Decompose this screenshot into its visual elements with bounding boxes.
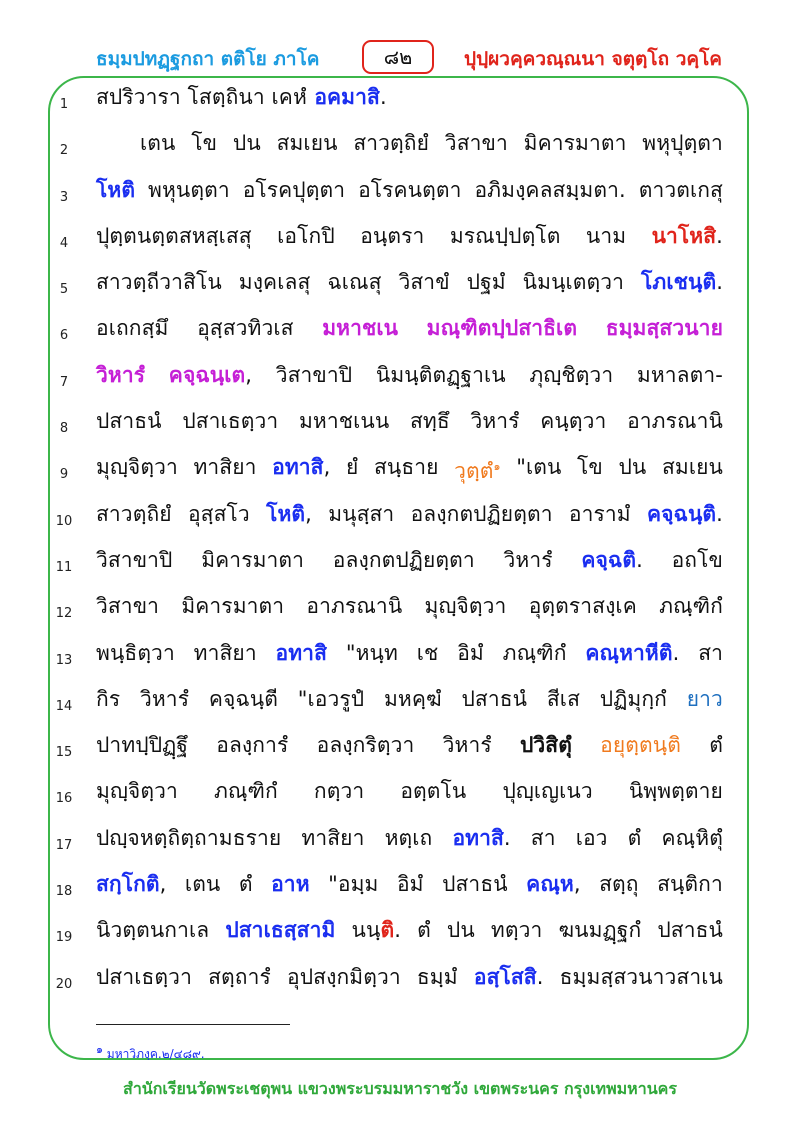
word: วิสาขาปิ [96, 547, 173, 572]
word: มงฺคเลสุ [238, 270, 311, 295]
word: คจฺฉติ. [581, 547, 643, 572]
text-line [0, 822, 800, 868]
word: ปน [618, 455, 647, 480]
word: ปฐมํ [466, 270, 506, 295]
word: อโรคนตฺตา [358, 177, 462, 202]
footnote-ref: ๑ [493, 460, 501, 474]
word: เช [416, 640, 439, 665]
word: นาโหสิ. [651, 223, 723, 248]
line-text [96, 361, 723, 389]
word: อตฺตโน [400, 779, 467, 804]
word: มหคฺฆํ [383, 686, 442, 711]
word: ปสาเธตฺวา [182, 409, 279, 434]
line-text [96, 824, 723, 852]
word: คณฺหิตุํ [661, 825, 723, 850]
word: อทาสิ. [452, 825, 511, 850]
word: อลงฺกตปฏิยตฺตา [332, 547, 475, 572]
word: คนฺตฺวา [540, 409, 607, 434]
line-number: 12 [55, 606, 73, 622]
word: อลงฺการํ [216, 733, 289, 758]
word: อภิมงฺคลสมฺมตา. [474, 177, 626, 202]
word: ตํ [238, 872, 253, 897]
word: "เตน [516, 455, 562, 480]
word: นิมนฺเตตฺวา [522, 270, 625, 295]
word: วิหารํ [470, 409, 520, 434]
word: ปสาธนํ [442, 872, 508, 897]
word: มิคารมาตา [201, 547, 305, 572]
word: อถโข [671, 547, 723, 572]
line-text [96, 500, 723, 528]
word: สา [530, 825, 556, 850]
word: มุญฺจิตฺวา [96, 779, 178, 804]
word: อุตฺตราสงฺเค [528, 594, 637, 619]
word: สกฺโกติ, [96, 872, 167, 897]
word: โภเชนฺติ. [641, 270, 723, 295]
line-text [96, 916, 723, 944]
word: วิหารํ [503, 547, 553, 572]
word: อาภรณานิ [627, 409, 723, 434]
word: ปสาเธสฺสามิ [225, 918, 336, 943]
word: ตาวตเกสุ [638, 177, 723, 202]
line-text [96, 83, 723, 111]
word: หตฺเถ [384, 825, 433, 850]
word: มุญฺจิตฺวา [424, 594, 507, 619]
word: สา [698, 640, 723, 665]
word: ตํ [417, 918, 431, 943]
word: มหาลตา- [636, 362, 723, 387]
word: กตฺวา [313, 779, 365, 804]
word: นนฺติ. [351, 918, 401, 943]
line-text [96, 639, 723, 667]
line-number: 9 [59, 467, 69, 483]
text-line [0, 914, 800, 960]
line-text [96, 777, 723, 805]
word: ปญฺจหตฺถิตฺถามธราย [96, 825, 282, 850]
word: ปุตฺตนตฺตสหสฺเสสุ [96, 223, 252, 248]
footnote-mark: ๑ [96, 1043, 103, 1056]
line-text [96, 176, 723, 204]
word: อุสฺสวทิวเส [197, 316, 294, 341]
word: อารามํ [568, 501, 631, 526]
word: "หนฺท [345, 640, 398, 665]
text-line [0, 451, 800, 497]
line-text [96, 407, 723, 435]
line-number: 20 [55, 976, 73, 992]
line-number: 7 [59, 374, 69, 390]
line-number: 8 [59, 421, 69, 437]
line-text [140, 129, 723, 157]
word: อสฺโสสิ. [473, 964, 544, 989]
word: วุตฺตํ$^๑$ [454, 459, 501, 484]
word: พหุนตฺตา [148, 177, 230, 202]
header-chapter-title: ปุปฺผวคฺควณฺณนา จตุตฺโถ วคฺโค [464, 48, 722, 70]
text-line [0, 220, 800, 266]
word: "อมฺม [328, 872, 379, 897]
line-text [96, 453, 723, 485]
text-line [0, 637, 800, 683]
word: ฉเณสุ [327, 270, 382, 295]
text-line [0, 683, 800, 729]
word: สาวตฺถิยํ [353, 131, 430, 156]
word: ทตฺวา [490, 918, 543, 943]
word: ปน [446, 918, 475, 943]
page-number-badge: ๘๒ [362, 40, 434, 74]
word: เตน [140, 131, 176, 156]
word: ยาว [686, 686, 723, 711]
line-text [96, 963, 723, 991]
word: อลงฺกตปฏิยตฺตา [410, 501, 553, 526]
word: สนฺธาย [373, 455, 439, 480]
line-number: 14 [55, 698, 73, 714]
text-line [0, 729, 800, 775]
text-line [0, 312, 800, 358]
word: นาม [585, 223, 627, 248]
word: พหุปุตฺตา [642, 131, 723, 156]
word: อิมํ [396, 872, 424, 897]
line-text [96, 268, 723, 296]
word: โข [191, 131, 218, 156]
word: ทาสิยา [301, 825, 365, 850]
text-line [0, 775, 800, 821]
word: ภุญฺชิตฺวา [529, 362, 614, 387]
word: มิคารมาตา [181, 594, 285, 619]
word: วิสาขา [444, 131, 508, 156]
word: โข [577, 455, 603, 480]
word: ภณฺฑิกํ [213, 779, 278, 804]
word: มุญฺจิตฺวา [96, 455, 178, 480]
word: ปสาธนํ [96, 409, 162, 434]
header-book-title: ธมฺมปทฏฺฐกถา ตติโย ภาโค [96, 48, 320, 70]
footnote [96, 1040, 205, 1064]
word: ทาสิยา [193, 455, 257, 480]
word: ทาสิยา [193, 640, 257, 665]
word: ปฏิมุกฺกํ [599, 686, 667, 711]
word: ฆนมฏฺฐกํ [558, 918, 642, 943]
word: อยุตฺตนฺติ [600, 733, 681, 758]
word: มหาชเนน [298, 409, 390, 434]
word: วิหารํ [442, 733, 492, 758]
word: วิสาขา [96, 594, 160, 619]
line-number: 11 [55, 559, 73, 575]
line-number: 18 [55, 884, 73, 900]
word: ภณฺฑิกํ [502, 640, 567, 665]
word: ตํ [627, 825, 642, 850]
word: อเถกสฺมึ [96, 316, 169, 341]
word: เอโกปิ [277, 223, 335, 248]
text-line [0, 544, 800, 590]
text-line [0, 266, 800, 312]
word: ปสาธนํ [657, 918, 723, 943]
line-text [96, 685, 723, 713]
word: ปน [232, 131, 261, 156]
word: ภณฺฑิกํ [659, 594, 723, 619]
word: พนฺธิตฺวา [96, 640, 175, 665]
word: ธมฺมํ [416, 964, 458, 989]
footnote-text: มหาวิภงฺค.๒/๔๘๙. [102, 1047, 205, 1061]
word: ตํ [709, 733, 723, 758]
line-text [96, 592, 723, 620]
word: วิหารํ [139, 686, 190, 711]
line-text [96, 314, 723, 342]
word: ปสาเธตฺวา [96, 964, 192, 989]
word: สมเยน [276, 131, 338, 156]
word: ปวิสิตุํ [519, 733, 572, 758]
word: อาห [271, 872, 310, 897]
word: คจฺฉนฺติ. [646, 501, 723, 526]
line-text [96, 546, 723, 574]
word: . [379, 85, 387, 109]
word: วิสาขาปิ [275, 362, 353, 387]
text-line [0, 174, 800, 220]
word: สีเส [546, 686, 580, 711]
text-line [0, 127, 800, 173]
word: ธมฺมสฺสวนาย [605, 316, 723, 341]
word: มิคารมาตา [523, 131, 627, 156]
word: โหติ [96, 177, 136, 202]
word: มนุสฺสา [328, 501, 395, 526]
word: คจฺฉนฺเต, [168, 362, 253, 387]
word: นิพฺพตฺตาย [628, 779, 723, 804]
line-text [96, 731, 723, 759]
footnote-divider [96, 1024, 290, 1025]
line-number: 3 [59, 189, 69, 205]
line-number: 6 [59, 328, 69, 344]
line-number: 15 [55, 745, 73, 761]
line-number: 13 [55, 652, 73, 668]
text-line [0, 961, 800, 1007]
page-footer: สำนักเรียนวัดพระเชตุพน แขวงพระบรมมหาราชวัง เขตพระนคร กรุงเทพมหานคร [123, 1079, 677, 1098]
line-number: 17 [55, 837, 73, 853]
word: คณฺหาหีติ. [585, 640, 680, 665]
text-line [0, 81, 800, 127]
line-text [96, 870, 723, 898]
text-body [0, 81, 800, 1007]
word: อคมาสิ [306, 85, 380, 109]
text-line [0, 359, 800, 405]
line-text [96, 222, 723, 250]
word: ปสาธนํ [461, 686, 528, 711]
word: อนฺตรา [360, 223, 425, 248]
word: คณฺห, [526, 872, 581, 897]
word: อาภรณานิ [306, 594, 403, 619]
line-number: 19 [55, 930, 73, 946]
word: อโรคปุตฺตา [242, 177, 346, 202]
word: เตน [184, 872, 221, 897]
line-number: 2 [59, 143, 69, 159]
word: สทฺธึ [409, 409, 450, 434]
word: อลงฺกริตฺวา [316, 733, 415, 758]
word: เอว [575, 825, 608, 850]
line-number: 5 [59, 282, 69, 298]
word: กิร [96, 686, 121, 711]
word: สตฺถุ [599, 872, 639, 897]
word: โหติ, [266, 501, 312, 526]
word: มหาชเน [322, 316, 399, 341]
word: วิหารํ [96, 362, 146, 387]
word: สาวตฺถีวาสิโน [96, 270, 222, 295]
word: ปาทปฺปิฏฺฐึ [96, 733, 189, 758]
word: ยํ [345, 455, 359, 480]
word: ธมฺมสฺสวนาวสาเน [559, 964, 723, 989]
text-line [0, 868, 800, 914]
word: ปุญฺเญเนว [502, 779, 593, 804]
word: นิมนฺติตฏฺฐาเน [375, 362, 506, 387]
line-number: 4 [59, 235, 69, 251]
word: อทาสิ [275, 640, 327, 665]
word: สมเยน [661, 455, 723, 480]
word: อุสฺสโว [187, 501, 250, 526]
text-line [0, 590, 800, 636]
word: อิมํ [457, 640, 484, 665]
word: สนฺติกา [657, 872, 723, 897]
text-line [0, 498, 800, 544]
word: สาวตฺถิยํ [96, 501, 172, 526]
word: วิสาขํ [398, 270, 450, 295]
line-number: 16 [55, 791, 73, 807]
word: มรณปฺปตฺโต [449, 223, 561, 248]
text-line [0, 405, 800, 451]
word: "เอวรูปํ [297, 686, 365, 711]
line-number: 1 [59, 97, 69, 112]
word: นิวตฺตนกาเล [96, 918, 210, 943]
word: อุปสงฺกมิตฺวา [287, 964, 401, 989]
word: คจฺฉนฺตี [208, 686, 278, 711]
word: สตฺถารํ [208, 964, 271, 989]
word: สปริวารา โสตฺถินา เคหํ [96, 85, 307, 109]
word: มณฺฑิตปฺปสาธิเต [426, 316, 578, 341]
word: อทาสิ, [272, 455, 331, 480]
line-number: 10 [55, 513, 73, 529]
